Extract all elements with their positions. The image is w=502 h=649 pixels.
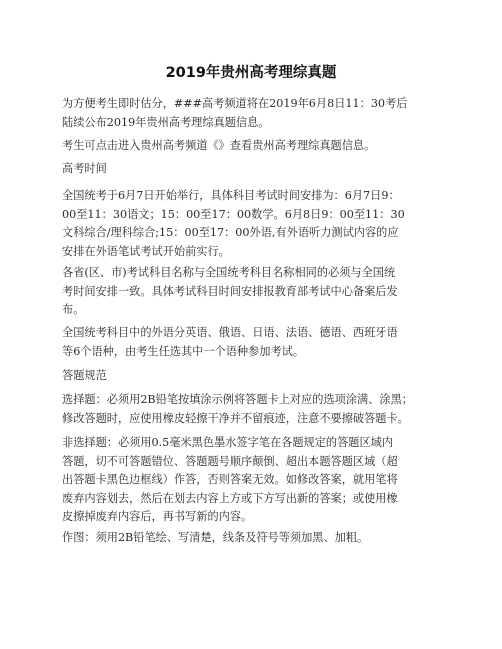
drawing-paragraph	[62, 529, 452, 548]
exam-time-line-2: 00至11：30语文；15：00至17：00数学。6月8日9：00至11：30	[62, 207, 405, 221]
local-subjects-line-1: 各省(区、市)考试科目名称与全国统考科目名称相同的必须与全国统	[62, 266, 396, 279]
exam-time-line-4: 安排在外语笔试考试开始前实行。	[62, 244, 230, 258]
drawing-line-1: 作图：须用2B铅笔绘、写清楚，线条及符号等须加黑、加粗。	[62, 531, 369, 544]
exam-time-line-1: 全国统考于6月7日开始举行，具体科目考试时间安排为：6月7日9：	[62, 189, 400, 202]
tip-paragraph	[62, 137, 452, 156]
non-choice-line-1: 非选择题：必须用0.5毫米黑色墨水签字笔在各题规定的答题区域内	[62, 436, 394, 449]
non-choice-line-3: 出答题卡黑色边框线）作答，否则答案无效。如修改答案，就用笔将	[62, 473, 398, 486]
intro-paragraph	[62, 95, 452, 132]
multiple-choice-paragraph	[62, 391, 452, 428]
tip-line-1: 考生可点击进入贵州高考频道《》查看贵州高考理综真题信息。	[62, 139, 376, 152]
non-choice-paragraph	[62, 434, 452, 527]
page-title: 2019年贵州高考理综真题	[165, 65, 337, 81]
non-choice-line-5: 皮擦掉废弃内容后，再书写新的内容。	[62, 510, 253, 523]
languages-paragraph	[62, 324, 452, 361]
local-subjects-paragraph	[62, 264, 452, 320]
intro-line-1: 为方便考生即时估分，###高考频道将在2019年6月8日11：30考后	[62, 97, 408, 110]
exam-time-heading-text: 高考时间	[62, 162, 107, 175]
multiple-choice-line-1: 选择题：必须用2B铅笔按填涂示例将答题卡上对应的选项涂满、涂黑；	[62, 393, 413, 406]
local-subjects-line-2: 考时间安排一致。具体考试科目时间安排报教育部考试中心备案后发	[62, 284, 398, 298]
local-subjects-line-3: 布。	[62, 303, 85, 316]
exam-time-paragraph	[62, 187, 452, 261]
languages-line-1: 全国统考科目中的外语分英语、俄语、日语、法语、德语、西班牙语	[62, 326, 398, 339]
intro-line-2: 陆续公布2019年贵州高考理综真题信息。	[62, 115, 270, 129]
answer-rules-heading	[62, 367, 452, 386]
exam-time-heading	[62, 160, 452, 179]
non-choice-line-2: 答题，切不可答题错位、答题题号顺序颠倒、超出本题答题区域（超	[62, 454, 398, 468]
exam-time-line-3: 文科综合/理科综合;15：00至17：00外语,有外语听力测试内容的应	[62, 226, 399, 239]
languages-line-2: 等6个语种，由考生任选其中一个语种参加考试。	[62, 344, 305, 358]
multiple-choice-line-2: 修改答题时，应使用橡皮轻擦干净并不留痕迹，注意不要擦破答题卡。	[62, 411, 409, 425]
answer-rules-heading-text: 答题规范	[62, 369, 107, 382]
non-choice-line-4: 废弃内容划去，然后在划去内容上方或下方写出新的答案；或使用橡	[62, 491, 398, 505]
